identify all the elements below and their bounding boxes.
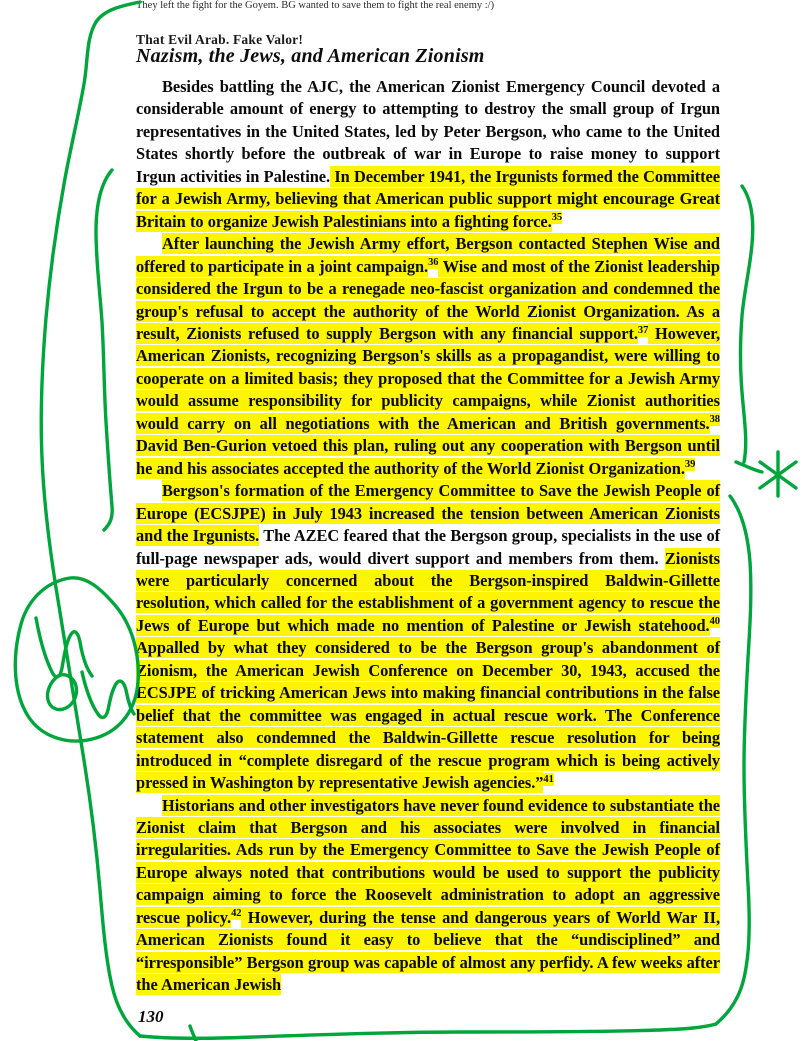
chapter-title: Nazism, the Jews, and American Zionism: [136, 45, 485, 67]
highlighted-text-run: Zionists were particularly concerned about the Bergson-inspired Baldwin-Gillette resolution, which called for the establishment of a government agency to rescue the Jews of Europe but which made no mention of Palestine or Jewish statehood.: [136, 548, 720, 635]
highlighted-text-run: Appalled by what they considered to be the Bergson group's abandonment of Zionism, the American Jewish Conference on December 30, 1943, accused the ECSJPE of tricking American Jews into making financial contributions in the false belief that the committee was engaged in actual rescue work. The Conference statement also condemned the Baldwin-Gillette rescue resolution for being introduced in “complete disregard of the rescue program which is being actively pressed in Washington by representative Jewish agencies.”: [136, 638, 720, 793]
body-paragraph: [136, 233, 720, 480]
highlighted-text-run: David Ben-Gurion vetoed this plan, ruling out any cooperation with Bergson until he and his associates accepted the authority of the World Zionist Organization.: [136, 436, 720, 478]
footnote-marker: 41: [543, 773, 554, 785]
scan-top-annotation-line: They left the fight for the Goyem. BG wanted to save them to fight the real enemy :/): [136, 0, 495, 11]
footnote-marker: 36: [428, 257, 439, 269]
highlighted-text-run: However, during the tense and dangerous years of World War II, American Zionists found it easy to believe that the “undisciplined” and “irresponsible” Bergson group was capable of almost any perfidy. A few weeks after the American Jewish: [136, 907, 720, 995]
highlighted-text-run: Bergson's formation of the Emergency Committee to Save the Jewish People of Europe (ECSJPE) in July 1943 increased the tension between American Zionists and the Irgunists.: [136, 481, 720, 546]
footnote-marker: 35: [551, 212, 563, 224]
page-number: 130: [138, 1007, 164, 1026]
highlighted-text-run: In December 1941, the Irgunists formed the Committee for a Jewish Army, believing that American public support might encourage Great Britain to organize Jewish Palestinians into a fighting force.: [136, 166, 720, 231]
body-text-column: [136, 76, 720, 997]
footnote-marker: 42: [231, 908, 242, 920]
highlighted-text-run: Wise and most of the Zionist leadership considered the Irgun to be a renegade neo-fascist organization and condemned the group's refusal to accept the authority of the World Zionist Organization. As a result, Zionists refused to supply Bergson with any financial support.: [136, 256, 720, 343]
footnote-marker: 40: [709, 616, 720, 628]
body-paragraph: [136, 76, 720, 233]
body-paragraph: [136, 480, 720, 794]
margin-handwritten-note: That Evil Arab. Fake Valor!: [136, 32, 304, 47]
footnote-marker: 38: [709, 414, 720, 426]
text-run: The AZEC feared that the Bergson group, specialists in the use of full-page newspaper ads, would divert support and members from them.: [136, 526, 720, 568]
body-paragraph: [136, 795, 720, 997]
highlighted-text-run: Historians and other investigators have never found evidence to substantiate the Zionist claim that Bergson and his associates were involved in financial irregularities. Ads run by the Emergency Committee to Save the Jewish People of Europe always noted that contributions would be used to support the publicity campaign aiming to force the Roosevelt administration to adopt an aggressive rescue policy.: [136, 795, 720, 927]
highlighted-text-run: However, American Zionists, recognizing Bergson's skills as a propagandist, were willing to cooperate on a limited basis; they proposed that the Committee for a Jewish Army would assume responsibility for publicity campaigns, while Zionist authorities would carry on all negotiations with the American and British governments.: [136, 323, 720, 433]
highlighted-text-run: After launching the Jewish Army effort, Bergson contacted Stephen Wise and offered to participate in a joint campaign.: [136, 234, 720, 276]
footnote-marker: 37: [637, 324, 649, 336]
footnote-marker: 39: [684, 459, 696, 471]
text-run: Besides battling the AJC, the American Zionist Emergency Council devoted a considerable amount of energy to attempting to destroy the small group of Irgun representatives in the United States, led by Peter Bergson, who came to the United States shortly before the outbreak of war in Europe to raise money to support Irgun activities in Palestine.: [136, 77, 720, 186]
